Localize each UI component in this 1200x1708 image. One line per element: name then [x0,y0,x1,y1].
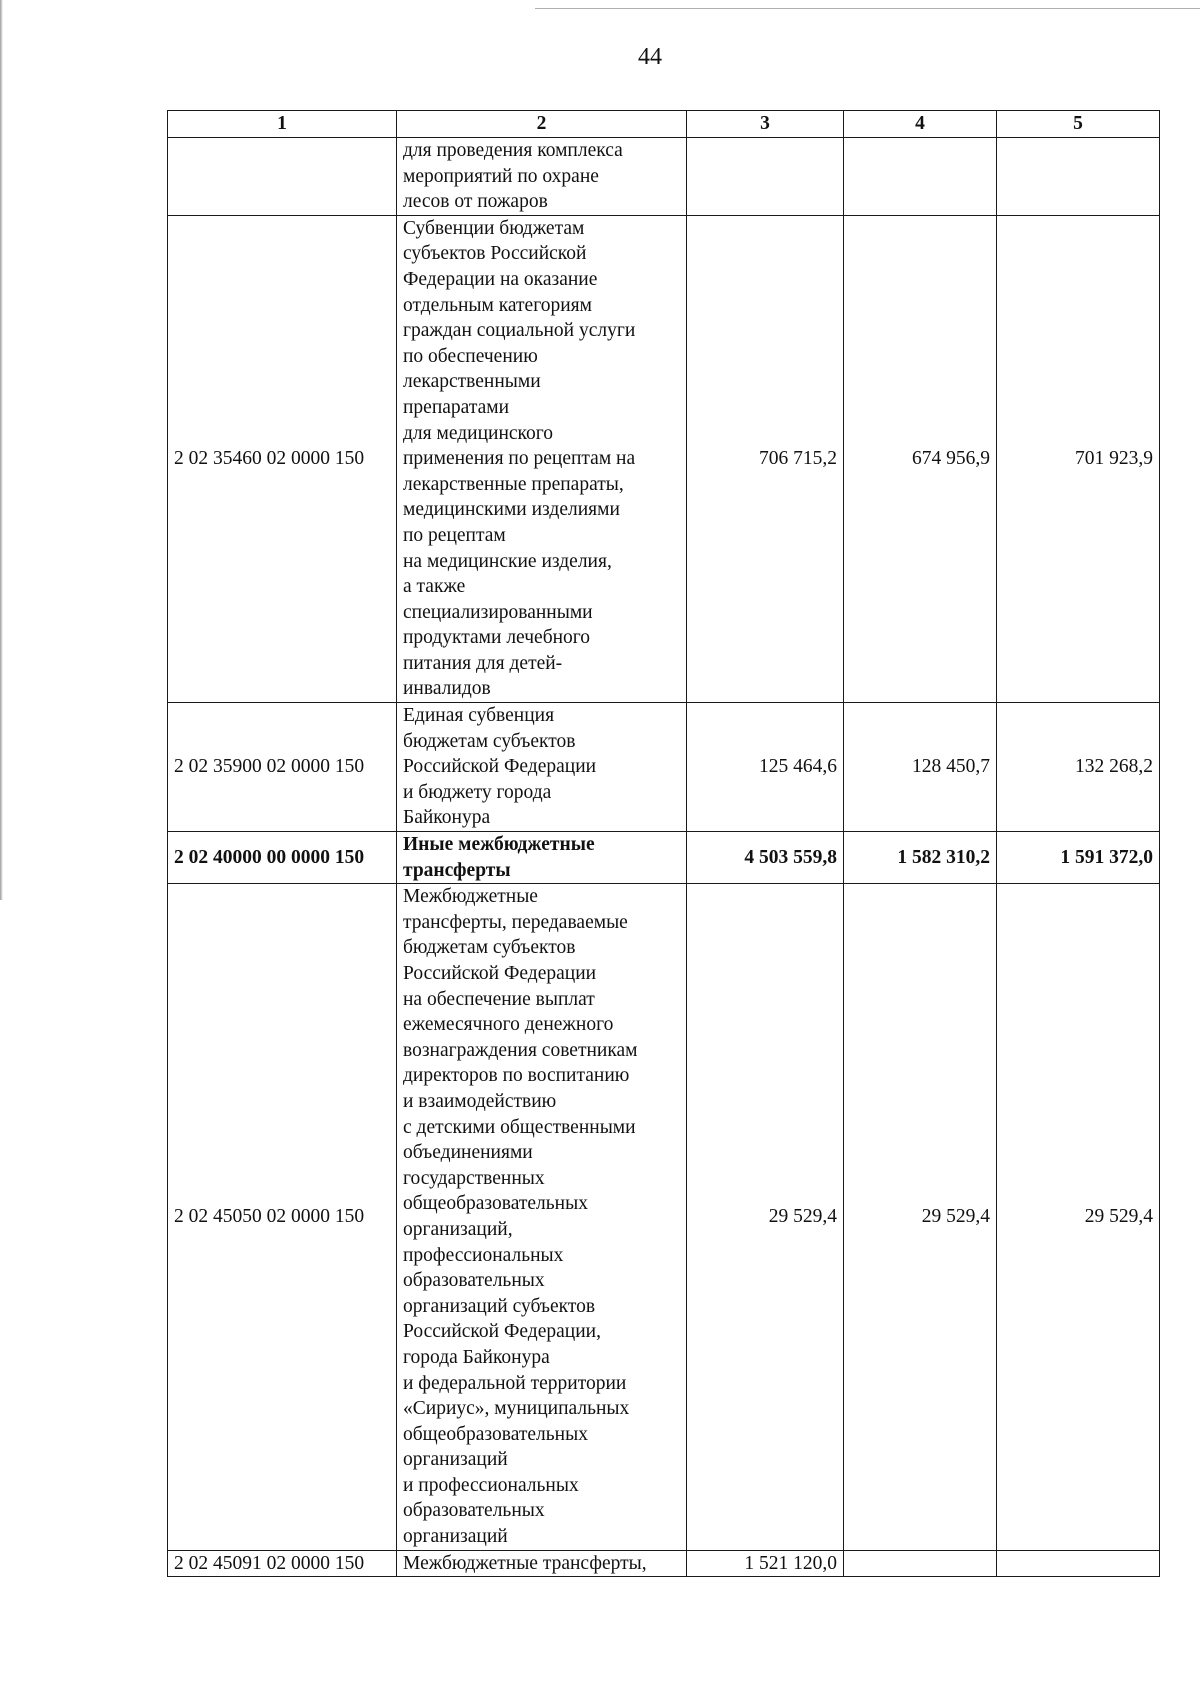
table-row [168,832,1160,884]
row-name-line: объединениями [403,1142,533,1164]
row-name-line: по рецептам [403,524,506,546]
row-value-col4: 1 582 310,2 [844,832,997,884]
column-number-3: 3 [687,111,844,138]
row-name-line: инвалидов [403,678,491,700]
column-number-5: 5 [997,111,1160,138]
table-row [168,703,1160,832]
column-number-4: 4 [844,111,997,138]
row-name-line: Межбюджетные трансферты, [403,1552,647,1574]
row-name-line: лекарственные препараты, [403,473,624,495]
row-name-line: лекарственными [403,371,541,393]
row-name-line: лесов от пожаров [403,191,548,213]
row-name-line: а также [403,576,466,598]
row-value-col3: 1 521 120,0 [687,1550,844,1577]
row-code [168,138,397,216]
row-name-line: и профессиональных [403,1474,579,1496]
row-name-line: граждан социальной услуги [403,320,636,342]
row-name [397,138,687,216]
row-name [397,832,687,884]
row-name-line: и федеральной территории [403,1372,627,1394]
row-name-line: применения по рецептам на [403,448,636,470]
row-value-col5: 701 923,9 [997,215,1160,702]
row-name-line: Единая субвенция [403,705,555,727]
row-name-line: питания для детей- [403,652,563,674]
row-value-col3: 125 464,6 [687,703,844,832]
row-value-col4 [844,138,997,216]
row-name-line: государственных [403,1167,545,1189]
row-value-col5: 1 591 372,0 [997,832,1160,884]
row-name-line: Иные межбюджетные [403,834,595,856]
row-name [397,215,687,702]
row-code: 2 02 45050 02 0000 150 [168,884,397,1550]
row-name-line: Межбюджетные [403,886,538,908]
row-name-line: Федерации на оказание [403,268,598,290]
row-name-line: отдельным категориям [403,294,592,316]
row-name-line: продуктами лечебного [403,627,591,649]
row-name-line: бюджетам субъектов [403,937,576,959]
row-name-line: организаций субъектов [403,1295,596,1317]
row-name-line: профессиональных [403,1244,564,1266]
row-value-col4: 674 956,9 [844,215,997,702]
row-value-col3: 4 503 559,8 [687,832,844,884]
row-name-line: вознаграждения советникам [403,1039,638,1061]
row-name-line: с детскими общественными [403,1116,636,1138]
row-value-col5: 132 268,2 [997,703,1160,832]
row-name-line: трансферты, передаваемые [403,911,628,933]
column-number-row [168,111,1160,138]
row-name-line: для медицинского [403,422,554,444]
row-name-line: для проведения комплекса [403,140,623,161]
row-value-col4 [844,1550,997,1577]
row-name-line: общеобразовательных [403,1193,588,1215]
row-name-line: на медицинские изделия, [403,550,612,572]
table-row [168,215,1160,702]
row-name-line: организаций [403,1449,508,1471]
row-name [397,884,687,1550]
row-value-col3: 29 529,4 [687,884,844,1550]
row-name-line: образовательных [403,1270,545,1292]
row-name-line: «Сириус», муниципальных [403,1398,630,1420]
row-code: 2 02 45091 02 0000 150 [168,1550,397,1577]
page-number: 44 [638,44,662,70]
row-value-col4: 128 450,7 [844,703,997,832]
column-number-2: 2 [397,111,687,138]
row-name-line: мероприятий по охране [403,165,599,187]
row-name-line: и взаимодействию [403,1090,557,1112]
row-name-line: и бюджету города [403,781,552,803]
row-name-line: ежемесячного денежного [403,1014,614,1036]
row-name-line: Российской Федерации [403,756,597,778]
row-name-line: общеобразовательных [403,1423,588,1445]
row-name-line: специализированными [403,601,593,623]
row-name-line: образовательных [403,1500,545,1522]
row-value-col3: 706 715,2 [687,215,844,702]
row-name-line: Байконура [403,807,491,829]
row-name [397,703,687,832]
row-value-col5 [997,138,1160,216]
top-rule [535,8,1200,9]
scan-edge-shadow [0,0,3,900]
row-name [397,1550,687,1577]
row-name-line: медицинскими изделиями [403,499,620,521]
row-name-line: Российской Федерации, [403,1321,601,1343]
column-number-1: 1 [168,111,397,138]
row-name-line: организаций, [403,1218,513,1240]
row-code: 2 02 40000 00 0000 150 [168,832,397,884]
row-name-line: на обеспечение выплат [403,988,595,1010]
row-name-line: директоров по воспитанию [403,1065,630,1087]
row-name-line: Российской Федерации [403,963,597,984]
budget-table-body [168,111,1160,1577]
table-row [168,138,1160,216]
row-value-col5 [997,1550,1160,1577]
row-value-col4: 29 529,4 [844,884,997,1550]
budget-table [167,110,1160,1577]
row-code: 2 02 35900 02 0000 150 [168,703,397,832]
row-name-line: Субвенции бюджетам [403,217,585,239]
row-name-line: по обеспечению [403,345,538,367]
row-value-col3 [687,138,844,216]
row-code: 2 02 35460 02 0000 150 [168,215,397,702]
row-name-line: трансферты [403,859,511,881]
row-name-line: препаратами [403,396,510,418]
row-value-col5: 29 529,4 [997,884,1160,1550]
table-row [168,1550,1160,1577]
table-row [168,884,1160,1550]
row-name-line: субъектов Российской [403,243,587,265]
row-name-line: бюджетам субъектов [403,730,576,752]
row-name-line: города Байконура [403,1346,550,1368]
row-name-line: организаций [403,1526,508,1548]
